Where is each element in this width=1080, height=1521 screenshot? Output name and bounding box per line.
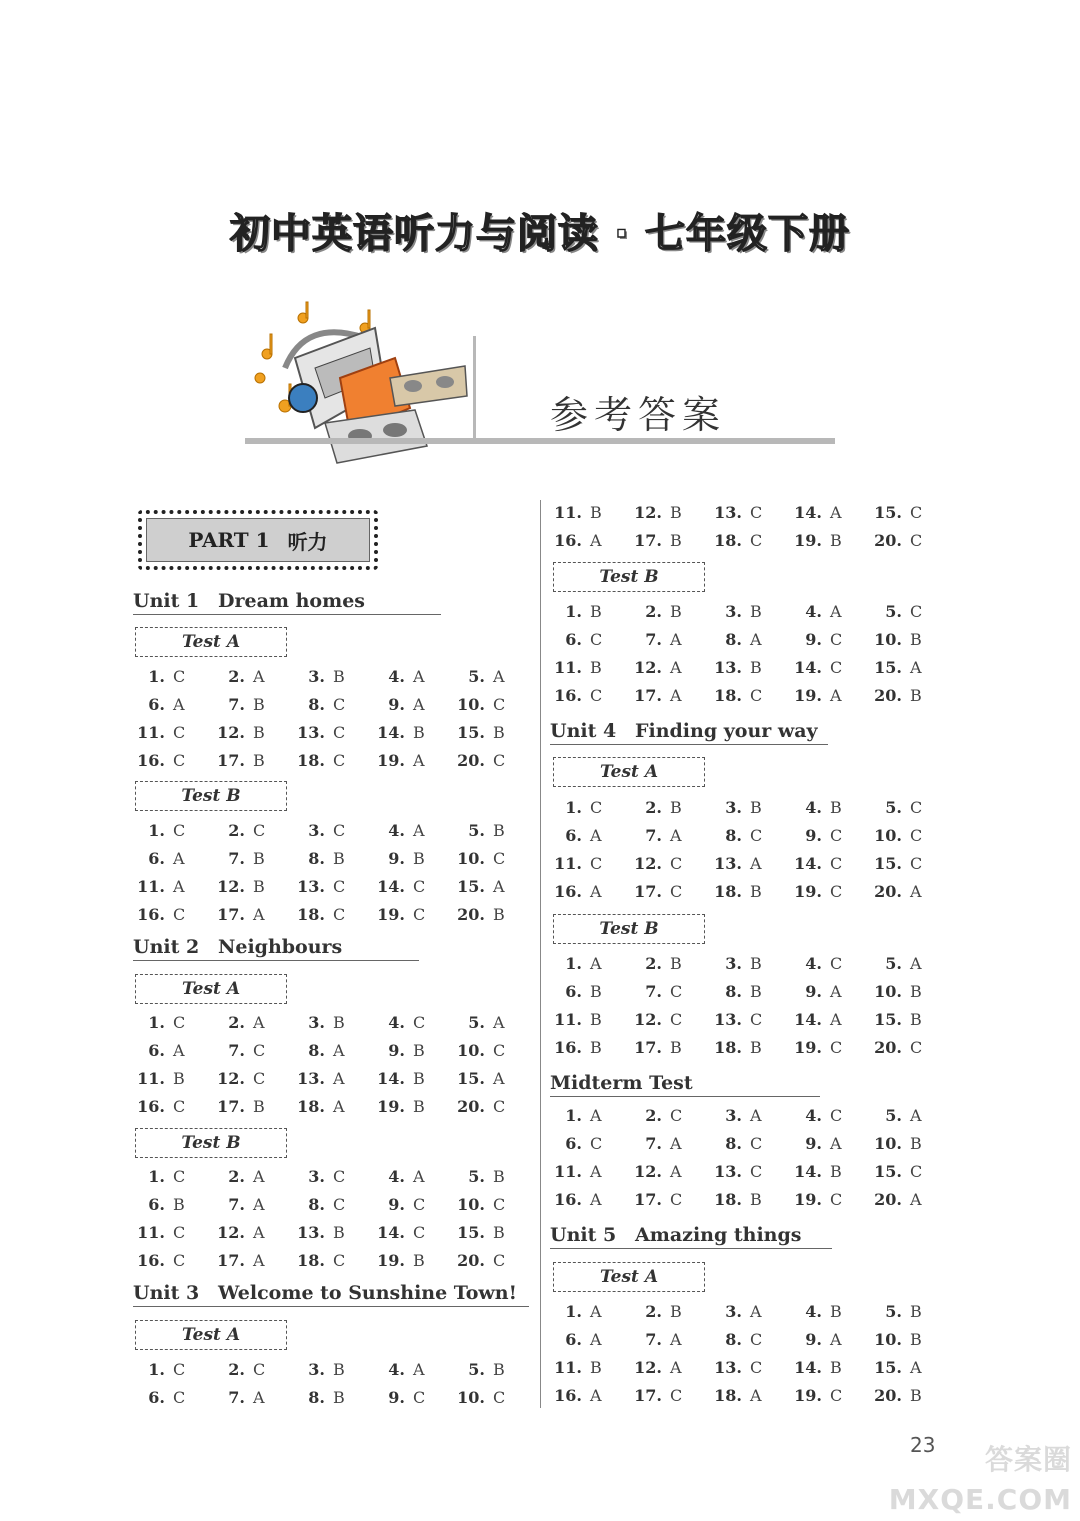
unit-5-underline — [550, 1248, 832, 1249]
answer-item: 13. C — [297, 877, 346, 896]
header-divider-vertical — [473, 336, 476, 440]
answer-item: 18. B — [714, 1190, 762, 1209]
answer-row — [133, 1167, 513, 1191]
answer-item: 3. A — [725, 1302, 762, 1321]
answer-item: 2. A — [228, 667, 265, 686]
answer-item: 12. C — [634, 1010, 683, 1029]
answer-item: 16. A — [554, 531, 602, 550]
answer-item: 2. A — [228, 1167, 265, 1186]
answer-item: 20. A — [874, 882, 922, 901]
answer-row — [550, 1302, 930, 1326]
answer-item: 1. C — [148, 821, 186, 840]
answer-row — [550, 531, 930, 555]
answer-item: 7. A — [645, 1330, 682, 1349]
answer-item: 11. A — [137, 877, 185, 896]
answer-row — [133, 821, 513, 845]
answer-item: 15. A — [457, 1069, 505, 1088]
answer-item: 14. C — [377, 877, 426, 896]
answer-item: 14. B — [794, 1162, 842, 1181]
answer-item: 4. A — [805, 602, 842, 621]
answer-item: 14. A — [794, 503, 842, 522]
answer-item: 7. A — [645, 1134, 682, 1153]
answer-item: 2. B — [645, 1302, 682, 1321]
answer-item: 13. A — [297, 1069, 345, 1088]
answer-item: 10. B — [874, 630, 922, 649]
answer-item: 14. B — [794, 1358, 842, 1377]
answer-item: 9. C — [805, 826, 843, 845]
answer-item: 15. A — [874, 1358, 922, 1377]
answer-item: 19. C — [794, 1038, 843, 1057]
answer-item: 9. C — [388, 1195, 426, 1214]
answer-row — [550, 954, 930, 978]
answer-item: 8. B — [308, 849, 345, 868]
answer-item: 20. C — [457, 751, 506, 770]
answer-row — [550, 1010, 930, 1034]
answer-item: 20. C — [457, 1251, 506, 1270]
answer-item: 20. C — [457, 1097, 506, 1116]
answer-item: 10. C — [457, 1388, 506, 1407]
answer-row — [550, 658, 930, 682]
answer-item: 8. C — [308, 695, 346, 714]
watermark — [862, 1440, 1072, 1520]
answer-item: 9. A — [805, 1134, 842, 1153]
answer-item: 5. A — [468, 1013, 505, 1032]
answer-item: 19. C — [794, 882, 843, 901]
answer-item: 17. C — [634, 1386, 683, 1405]
answer-item: 17. A — [217, 905, 265, 924]
answer-item: 17. B — [217, 1097, 265, 1116]
answer-item: 5. A — [468, 667, 505, 686]
answer-item: 19. C — [794, 1386, 843, 1405]
answer-row — [550, 1358, 930, 1382]
watermark-line1: 答案圈 — [984, 1443, 1072, 1476]
answer-item: 18. C — [297, 905, 346, 924]
answer-item: 13. B — [297, 1223, 345, 1242]
answer-row — [133, 1360, 513, 1384]
answer-item: 3. B — [725, 798, 762, 817]
answer-item: 9. A — [805, 1330, 842, 1349]
answer-item: 11. B — [137, 1069, 185, 1088]
answer-item: 2. B — [645, 798, 682, 817]
answer-item: 10. C — [457, 849, 506, 868]
answer-item: 3. C — [308, 1167, 346, 1186]
answer-item: 8. B — [725, 982, 762, 1001]
column-divider — [540, 500, 541, 1408]
answer-item: 14. A — [794, 1010, 842, 1029]
answer-row — [550, 826, 930, 850]
answer-item: 1. C — [148, 667, 186, 686]
answer-row — [550, 686, 930, 710]
answer-item: 1. A — [565, 1106, 602, 1125]
answer-row — [550, 798, 930, 822]
answer-item: 12. A — [217, 1223, 265, 1242]
answer-item: 8. C — [308, 1195, 346, 1214]
answer-item: 12. A — [634, 1162, 682, 1181]
answer-item: 9. A — [805, 982, 842, 1001]
answer-item: 10. C — [457, 1041, 506, 1060]
answer-item: 11. C — [554, 854, 603, 873]
answer-item: 12. C — [634, 854, 683, 873]
answer-item: 15. B — [457, 723, 505, 742]
answer-item: 18. C — [297, 751, 346, 770]
answer-item: 6. B — [148, 1195, 185, 1214]
answer-row — [550, 982, 930, 1006]
answer-item: 5. A — [885, 1106, 922, 1125]
unit-5-heading: Unit 5 Amazing things — [550, 1224, 802, 1246]
answer-item: 12. B — [217, 877, 265, 896]
answer-item: 6. A — [148, 695, 185, 714]
midterm-heading: Midterm Test — [550, 1072, 693, 1094]
answer-row — [133, 1069, 513, 1093]
answer-item: 10. C — [874, 826, 923, 845]
answer-item: 4. C — [805, 954, 843, 973]
answer-item: 3. B — [308, 1360, 345, 1379]
answer-item: 4. A — [388, 1360, 425, 1379]
answer-item: 16. C — [137, 905, 186, 924]
answer-item: 1. C — [565, 798, 603, 817]
answer-item: 17. C — [634, 882, 683, 901]
answer-row — [133, 723, 513, 747]
answer-item: 19. A — [377, 751, 425, 770]
answer-item: 6. C — [565, 1134, 603, 1153]
answer-item: 4. A — [388, 821, 425, 840]
answer-item: 7. C — [228, 1041, 266, 1060]
answer-row — [550, 1190, 930, 1214]
answer-row — [550, 1330, 930, 1354]
answer-item: 7. B — [228, 849, 265, 868]
answer-item: 1. A — [565, 1302, 602, 1321]
answer-item: 11. C — [137, 1223, 186, 1242]
answer-item: 1. B — [565, 602, 602, 621]
answer-item: 9. B — [388, 1041, 425, 1060]
answer-item: 6. A — [148, 849, 185, 868]
watermark-line2: MXQE.COM — [888, 1483, 1072, 1516]
answer-item: 20. A — [874, 1190, 922, 1209]
answer-item: 11. C — [137, 723, 186, 742]
answer-item: 15. B — [457, 1223, 505, 1242]
answer-item: 8. C — [725, 1330, 763, 1349]
answer-item: 19. B — [794, 531, 842, 550]
answer-item: 6. A — [148, 1041, 185, 1060]
unit-3-heading: Unit 3 Welcome to Sunshine Town! — [133, 1282, 517, 1304]
answer-row — [133, 877, 513, 901]
answer-item: 1. C — [148, 1360, 186, 1379]
answer-item: 12. C — [217, 1069, 266, 1088]
answer-item: 16. A — [554, 1386, 602, 1405]
answer-item: 9. B — [388, 849, 425, 868]
answer-item: 5. B — [468, 1167, 505, 1186]
answer-row — [133, 1388, 513, 1412]
answer-item: 4. A — [388, 667, 425, 686]
answer-row — [550, 1162, 930, 1186]
answer-item: 10. C — [457, 1195, 506, 1214]
answer-row — [550, 882, 930, 906]
answer-item: 14. B — [377, 723, 425, 742]
answers-title: 参考答案 — [550, 393, 727, 437]
answer-item: 14. C — [794, 854, 843, 873]
unit-4-test-a-label: Test A — [553, 757, 705, 787]
answer-item: 7. A — [228, 1388, 265, 1407]
answer-item: 3. B — [308, 1013, 345, 1032]
unit-3-test-b-label: Test B — [553, 562, 705, 592]
answer-item: 2. B — [645, 602, 682, 621]
answer-item: 17. B — [634, 1038, 682, 1057]
answer-item: 13. B — [714, 658, 762, 677]
answer-item: 18. A — [714, 1386, 762, 1405]
answer-item: 4. A — [388, 1167, 425, 1186]
answer-item: 8. C — [725, 826, 763, 845]
answer-row — [550, 630, 930, 654]
answer-item: 5. C — [885, 798, 923, 817]
answer-item: 16. B — [554, 1038, 602, 1057]
answer-item: 17. C — [634, 1190, 683, 1209]
answer-row — [550, 1106, 930, 1130]
part-badge-cn: 听力 — [287, 529, 328, 554]
answer-item: 17. A — [217, 1251, 265, 1270]
answer-row — [133, 849, 513, 873]
answer-item: 13. C — [714, 1358, 763, 1377]
answer-item: 15. C — [874, 503, 923, 522]
answer-item: 18. B — [714, 1038, 762, 1057]
answer-row — [133, 667, 513, 691]
answer-item: 3. B — [725, 954, 762, 973]
answer-item: 4. C — [805, 1106, 843, 1125]
answer-item: 10. B — [874, 1330, 922, 1349]
answer-item: 2. C — [228, 821, 266, 840]
answer-item: 20. B — [457, 905, 505, 924]
answer-item: 3. A — [725, 1106, 762, 1125]
answer-item: 18. C — [297, 1251, 346, 1270]
answer-item: 16. A — [554, 882, 602, 901]
answer-item: 10. B — [874, 1134, 922, 1153]
answer-item: 4. B — [805, 798, 842, 817]
answer-item: 15. C — [874, 854, 923, 873]
answer-item: 13. C — [714, 1010, 763, 1029]
answer-item: 19. A — [794, 686, 842, 705]
answer-row — [133, 1097, 513, 1121]
answer-item: 15. C — [874, 1162, 923, 1181]
answer-item: 14. B — [377, 1069, 425, 1088]
unit-2-heading: Unit 2 Neighbours — [133, 936, 343, 958]
answer-item: 2. C — [228, 1360, 266, 1379]
unit-3-test-a-label: Test A — [135, 1320, 287, 1350]
answer-item: 7. C — [645, 982, 683, 1001]
answer-item: 15. B — [874, 1010, 922, 1029]
unit-1-test-a-label: Test A — [135, 627, 287, 657]
answer-item: 11. B — [554, 658, 602, 677]
unit-5-test-a-label: Test A — [553, 1262, 705, 1292]
answer-item: 12. B — [217, 723, 265, 742]
answer-item: 11. A — [554, 1162, 602, 1181]
answer-item: 6. C — [565, 630, 603, 649]
answer-item: 20. C — [874, 1038, 923, 1057]
answer-item: 19. B — [377, 1097, 425, 1116]
part-badge-en: PART 1 — [188, 528, 270, 552]
answer-item: 9. C — [388, 1388, 426, 1407]
answer-item: 19. B — [377, 1251, 425, 1270]
answer-item: 17. A — [634, 686, 682, 705]
answer-row — [550, 1134, 930, 1158]
answer-item: 16. C — [137, 1251, 186, 1270]
answer-row — [133, 1195, 513, 1219]
answer-item: 2. C — [645, 1106, 683, 1125]
answer-item: 8. A — [308, 1041, 345, 1060]
answer-item: 8. B — [308, 1388, 345, 1407]
answer-item: 12. A — [634, 658, 682, 677]
answer-item: 16. A — [554, 1190, 602, 1209]
answer-item: 3. B — [308, 667, 345, 686]
answer-item: 18. B — [714, 882, 762, 901]
answer-item: 7. A — [645, 630, 682, 649]
answer-item: 1. A — [565, 954, 602, 973]
answer-item: 11. B — [554, 1010, 602, 1029]
unit-2-underline — [133, 960, 419, 961]
unit-4-heading: Unit 4 Finding your way — [550, 720, 818, 742]
part-badge — [138, 510, 378, 570]
answer-item: 19. C — [377, 905, 426, 924]
answer-item: 14. C — [377, 1223, 426, 1242]
midterm-underline — [550, 1096, 820, 1097]
answer-row — [550, 1038, 930, 1062]
answer-item: 13. A — [714, 854, 762, 873]
answer-item: 9. A — [388, 695, 425, 714]
answer-row — [133, 905, 513, 929]
answer-item: 20. B — [874, 686, 922, 705]
answer-item: 17. B — [217, 751, 265, 770]
answer-row — [550, 854, 930, 878]
answer-item: 3. C — [308, 821, 346, 840]
answer-item: 11. B — [554, 1358, 602, 1377]
answer-item: 4. B — [805, 1302, 842, 1321]
answer-item: 6. B — [565, 982, 602, 1001]
answer-item: 5. B — [468, 821, 505, 840]
answer-row — [550, 503, 930, 527]
answer-item: 16. C — [137, 751, 186, 770]
answer-item: 20. B — [874, 1386, 922, 1405]
answer-item: 7. A — [228, 1195, 265, 1214]
answer-item: 7. A — [645, 826, 682, 845]
unit-3-underline — [133, 1306, 529, 1307]
header-divider — [245, 438, 835, 444]
answer-item: 13. C — [297, 723, 346, 742]
answer-item: 2. B — [645, 954, 682, 973]
answer-item: 17. B — [634, 531, 682, 550]
answer-item: 6. C — [148, 1388, 186, 1407]
answer-row — [550, 602, 930, 626]
unit-2-test-a-label: Test A — [135, 974, 287, 1004]
answer-item: 4. C — [388, 1013, 426, 1032]
answer-row — [133, 751, 513, 775]
answer-item: 13. C — [714, 1162, 763, 1181]
unit-4-test-b-label: Test B — [553, 914, 705, 944]
answer-item: 10. B — [874, 982, 922, 1001]
answer-item: 2. A — [228, 1013, 265, 1032]
answer-item: 7. B — [228, 695, 265, 714]
unit-1-test-b-label: Test B — [135, 781, 287, 811]
unit-2-test-b-label: Test B — [135, 1128, 287, 1158]
unit-1-heading: Unit 1 Dream homes — [133, 590, 365, 612]
answer-item: 1. C — [148, 1167, 186, 1186]
answer-row — [133, 1013, 513, 1037]
answer-item: 9. C — [805, 630, 843, 649]
answer-item: 16. C — [554, 686, 603, 705]
answer-row — [133, 695, 513, 719]
answer-item: 14. C — [794, 658, 843, 677]
answer-item: 3. B — [725, 602, 762, 621]
answer-item: 11. B — [554, 503, 602, 522]
answer-row — [133, 1251, 513, 1275]
answer-item: 1. C — [148, 1013, 186, 1032]
answer-row — [133, 1223, 513, 1247]
answer-item: 8. A — [725, 630, 762, 649]
answer-item: 5. B — [885, 1302, 922, 1321]
answer-item: 13. C — [714, 503, 763, 522]
answer-item: 8. C — [725, 1134, 763, 1153]
part-badge-inner — [146, 518, 370, 562]
answer-item: 12. A — [634, 1358, 682, 1377]
answer-item: 6. A — [565, 826, 602, 845]
answer-item: 6. A — [565, 1330, 602, 1349]
answer-row — [550, 1386, 930, 1410]
answer-item: 5. C — [885, 602, 923, 621]
answer-item: 19. C — [794, 1190, 843, 1209]
answer-item: 15. A — [874, 658, 922, 677]
unit-1-underline — [133, 614, 441, 615]
page-number: 23 — [910, 1433, 936, 1457]
answer-item: 16. C — [137, 1097, 186, 1116]
answer-item: 15. A — [457, 877, 505, 896]
answer-item: 5. A — [885, 954, 922, 973]
unit-4-underline — [550, 744, 828, 745]
answer-item: 18. C — [714, 531, 763, 550]
answer-item: 18. C — [714, 686, 763, 705]
answer-item: 20. C — [874, 531, 923, 550]
answer-row — [133, 1041, 513, 1065]
book-title: 初中英语听力与阅读 · 七年级下册 — [229, 211, 851, 257]
answer-item: 5. B — [468, 1360, 505, 1379]
answer-item: 10. C — [457, 695, 506, 714]
answer-item: 18. A — [297, 1097, 345, 1116]
answer-item: 12. B — [634, 503, 682, 522]
